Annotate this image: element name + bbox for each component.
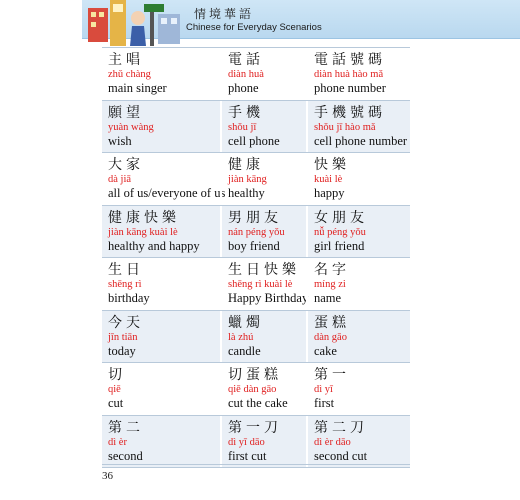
vocab-cell: [306, 101, 410, 153]
book-title: 情境華語: [194, 7, 255, 21]
vocab-cell: [306, 363, 410, 415]
hanzi: 蠟燭: [228, 314, 264, 331]
vocab-cell: [306, 416, 410, 468]
vocab-cell: [220, 363, 306, 415]
english: cut: [108, 396, 124, 410]
hanzi: 主唱: [108, 52, 144, 68]
hanzi: 名字: [314, 262, 350, 278]
vocab-cell: [220, 416, 306, 468]
pinyin: jīn tiān: [108, 331, 138, 343]
vocab-cell: [306, 206, 410, 258]
hanzi: 生日快樂: [228, 262, 300, 278]
hanzi: 女朋友: [314, 209, 368, 226]
english: healthy and happy: [108, 238, 200, 253]
pinyin: míng zi: [314, 279, 346, 290]
english: all of us/everyone of us: [108, 186, 226, 200]
hanzi: 快樂: [314, 157, 350, 173]
english: second: [108, 448, 143, 463]
english: wish: [108, 133, 132, 148]
table-row: [102, 258, 410, 311]
vocab-cell: [306, 153, 410, 205]
vocab-cell: [220, 153, 306, 205]
table-row: [102, 363, 410, 416]
vocab-cell: [102, 101, 220, 153]
hanzi: 生日: [108, 262, 144, 278]
english: phone number: [314, 81, 386, 95]
hanzi: 第二: [108, 419, 144, 436]
pinyin: dì èr dāo: [314, 436, 351, 448]
page-number: 36: [102, 470, 113, 482]
pinyin: zhǔ chàng: [108, 69, 151, 80]
pinyin: jiàn kāng: [228, 174, 267, 185]
vocab-cell: [220, 48, 306, 100]
pinyin: dì èr: [108, 436, 127, 448]
pinyin: shǒu jī: [228, 121, 257, 133]
vocab-cell: [102, 363, 220, 415]
english: happy: [314, 186, 345, 200]
hanzi: 手機: [228, 104, 264, 121]
hanzi: 切: [108, 367, 126, 383]
pinyin: kuài lè: [314, 174, 343, 185]
hanzi: 第二刀: [314, 419, 368, 436]
table-row: [102, 206, 410, 259]
english: main singer: [108, 81, 167, 95]
english: birthday: [108, 291, 150, 305]
hanzi: 切蛋糕: [228, 367, 282, 383]
hanzi: 電話: [228, 52, 264, 68]
hanzi: 大家: [108, 157, 144, 173]
hanzi: 健康快樂: [108, 209, 180, 226]
english: healthy: [228, 186, 265, 200]
pinyin: yuàn wàng: [108, 121, 154, 133]
pinyin: shēng rì kuài lè: [228, 279, 293, 290]
vocab-cell: [102, 311, 220, 363]
pinyin: jiàn kāng kuài lè: [108, 226, 178, 238]
english: today: [108, 343, 136, 358]
vocab-cell: [220, 258, 309, 310]
english: first cut: [228, 448, 267, 463]
vocab-cell: [102, 48, 220, 100]
pinyin: shēng rì: [108, 279, 142, 290]
table-row: [102, 153, 410, 206]
table-row: [102, 416, 410, 469]
english: cell phone number: [314, 133, 408, 148]
bottom-rule: [102, 464, 410, 465]
hanzi: 第一刀: [228, 419, 282, 436]
english: girl friend: [314, 238, 365, 253]
pinyin: dà jiā: [108, 174, 132, 185]
vocab-cell: [102, 153, 226, 205]
table-row: [102, 101, 410, 154]
hanzi: 手機號碼: [314, 104, 386, 121]
hanzi: 男朋友: [228, 209, 282, 226]
english: first: [314, 396, 335, 410]
pinyin: dì yī: [314, 384, 333, 395]
vocab-cell: [306, 48, 410, 100]
hanzi: 第一: [314, 367, 350, 383]
vocab-cell: [220, 206, 306, 258]
pinyin: diàn huà hào mǎ: [314, 69, 384, 80]
hanzi: 健康: [228, 157, 264, 173]
english: second cut: [314, 448, 368, 463]
table-row: [102, 48, 410, 101]
hanzi: 電話號碼: [314, 52, 386, 68]
english: candle: [228, 343, 261, 358]
vocab-cell: [102, 258, 220, 310]
pinyin: là zhú: [228, 331, 254, 343]
vocab-cell: [220, 101, 306, 153]
english: Happy Birthday: [228, 291, 309, 305]
pinyin: dì yī dāo: [228, 436, 265, 448]
table-row: [102, 311, 410, 364]
book-subtitle: Chinese for Everyday Scenarios: [186, 22, 322, 33]
hanzi: 願望: [108, 104, 144, 121]
pinyin: nǚ péng yǒu: [314, 226, 366, 238]
vocabulary-table: [102, 47, 410, 468]
english: name: [314, 291, 342, 305]
english: cake: [314, 343, 337, 358]
street-scene-illustration: [86, 0, 182, 46]
person-head: [131, 11, 145, 25]
hanzi: 今天: [108, 314, 144, 331]
pinyin: diàn huà: [228, 69, 264, 80]
hanzi: 蛋糕: [314, 314, 350, 331]
vocab-cell: [102, 206, 220, 258]
pinyin: qiē: [108, 384, 121, 395]
english: phone: [228, 81, 259, 95]
english: cut the cake: [228, 396, 288, 410]
pinyin: qiē dàn gāo: [228, 384, 277, 395]
english: cell phone: [228, 133, 280, 148]
pinyin: dàn gāo: [314, 331, 347, 343]
vocab-cell: [306, 311, 410, 363]
vocab-cell: [306, 258, 410, 310]
pinyin: nán péng yǒu: [228, 226, 285, 238]
vocab-cell: [102, 416, 220, 468]
pinyin: shǒu jī hào mǎ: [314, 121, 376, 133]
vocab-cell: [220, 311, 306, 363]
english: boy friend: [228, 238, 280, 253]
street-sign: [144, 4, 164, 12]
